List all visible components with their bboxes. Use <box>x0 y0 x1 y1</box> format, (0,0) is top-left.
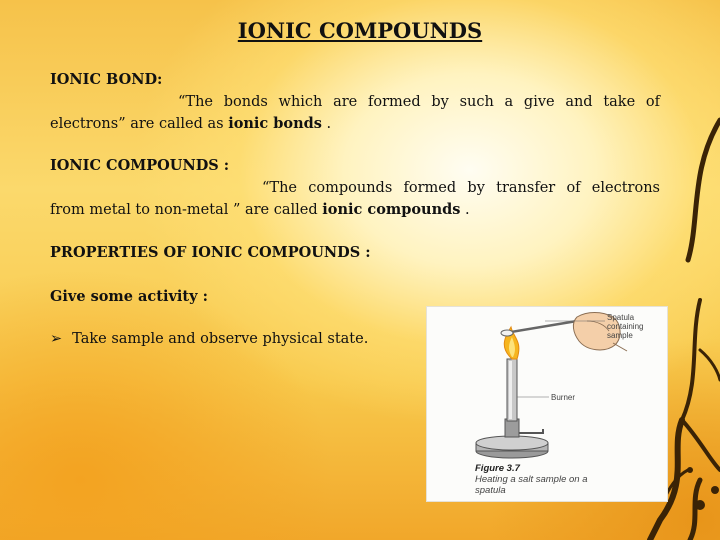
slide-title: IONIC COMPOUNDS <box>237 18 483 43</box>
burner-figure <box>426 306 668 502</box>
ionic-bond-line-1: “The bonds which are formed by such a give and take of <box>178 94 660 110</box>
figure-caption-text: Heating a salt sample on a spatula <box>475 474 588 496</box>
ionic-bond-line-2-end: . <box>321 116 332 132</box>
activity-heading: Give some activity : <box>50 288 208 305</box>
ionic-compounds-heading: IONIC COMPOUNDS : <box>50 157 230 174</box>
ionic-compounds-line-2-end: . <box>460 202 470 218</box>
ionic-bond-line-2-text: electrons” are called as <box>50 116 229 132</box>
arrow-bullet-icon: ➢ <box>50 331 63 347</box>
bullet-item <box>50 331 368 347</box>
bullet-text: Take sample and observe physical state. <box>72 331 369 347</box>
ionic-compounds-line-2 <box>50 199 660 221</box>
ionic-bonds-term: ionic bonds <box>228 115 322 132</box>
figure-caption <box>475 463 587 496</box>
ionic-bond-heading: IONIC BOND: <box>50 71 163 88</box>
ionic-bond-section <box>50 69 660 135</box>
ionic-compounds-line-1: “The compounds formed by transfer of electrons <box>262 180 660 196</box>
properties-heading: PROPERTIES OF IONIC COMPOUNDS : <box>50 244 371 261</box>
ionic-compounds-term: ionic compounds <box>322 201 461 218</box>
figure-number: Figure 3.7 <box>475 463 520 474</box>
ionic-bond-line-2 <box>50 113 660 135</box>
burner-label: Burner <box>551 393 576 402</box>
ionic-compounds-line-2-text: from metal to non-metal ” are called <box>50 202 323 218</box>
ionic-compounds-section <box>50 155 660 221</box>
spatula-label: Spatula containing sample <box>607 313 644 340</box>
